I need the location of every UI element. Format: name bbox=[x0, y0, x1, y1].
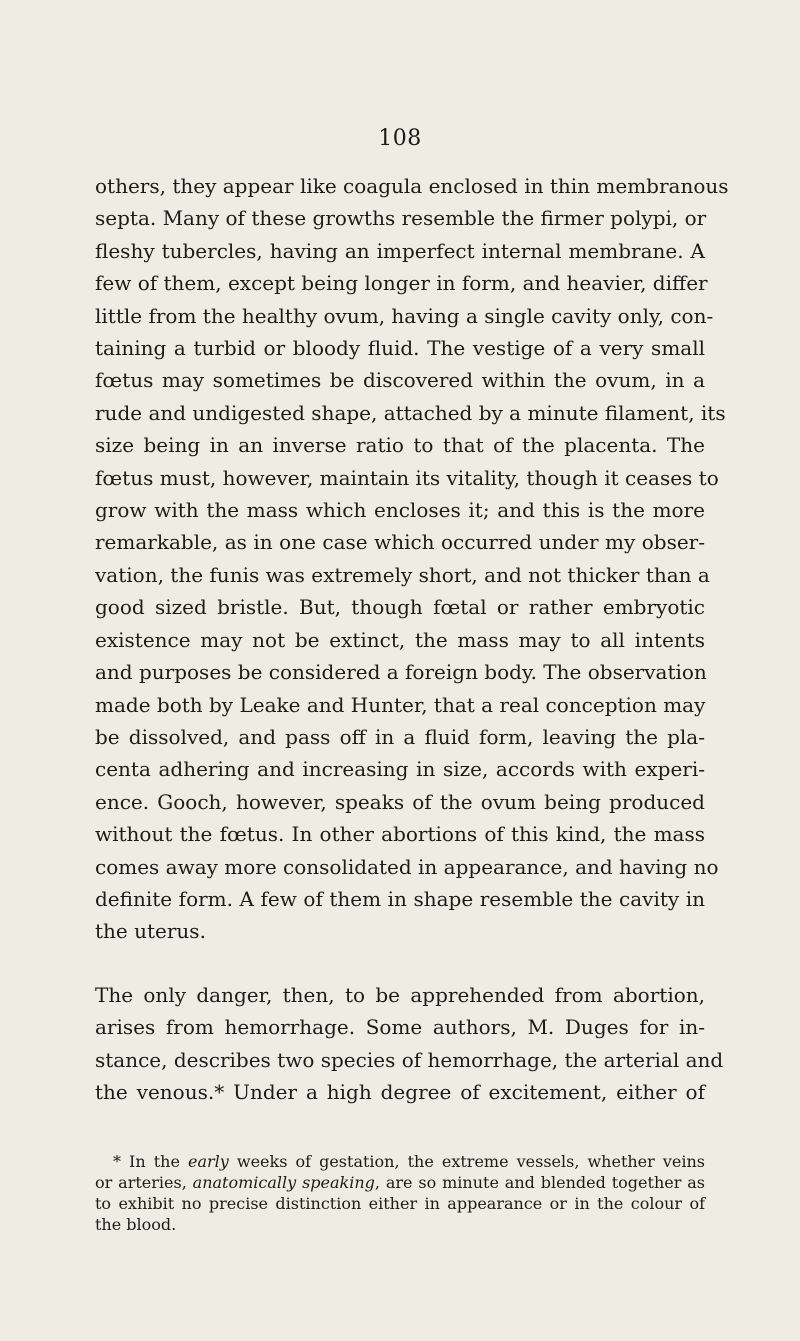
text-line: rude and undigested shape, attached by a minute filament, its bbox=[95, 400, 726, 425]
text-line: ence. Gooch, however, speaks of the ovum being produced bbox=[95, 789, 705, 814]
text-line: existence may not be extinct, the mass may to all intents bbox=[95, 627, 705, 652]
text-line: without the fœtus. In other abortions of this kind, the mass bbox=[95, 822, 705, 847]
text-line: made both by Leake and Hunter, that a real conception may bbox=[95, 692, 706, 717]
paragraph-2 bbox=[95, 979, 724, 1109]
page-number: 108 bbox=[378, 126, 422, 151]
text-line: arises from hemorrhage. Some authors, M. Duges for in- bbox=[95, 1015, 705, 1040]
text-line: vation, the funis was extremely short, and not thicker than a bbox=[95, 562, 710, 587]
text-line: fœtus must, however, maintain its vitality, though it ceases to bbox=[95, 465, 719, 490]
text-line: comes away more consolidated in appearance, and having no bbox=[95, 854, 719, 879]
footnote bbox=[95, 1151, 705, 1235]
footnote-emphasis: early bbox=[188, 1152, 229, 1171]
footnote-text: , are so minute and blended together as bbox=[374, 1173, 705, 1192]
footnote-emphasis: anatomically speaking bbox=[192, 1173, 375, 1192]
text-line: remarkable, as in one case which occurred under my obser- bbox=[95, 530, 705, 555]
text-line: the venous.* Under a high degree of excitement, either of bbox=[95, 1079, 705, 1104]
text-line: centa adhering and increasing in size, accords with experi- bbox=[95, 757, 705, 782]
footnote-line: the blood. bbox=[95, 1215, 177, 1234]
text-line: taining a turbid or bloody fluid. The vestige of a very small bbox=[95, 336, 705, 361]
text-line: definite form. A few of them in shape resemble the cavity in bbox=[95, 886, 705, 911]
text-line: little from the healthy ovum, having a single cavity only, con- bbox=[95, 303, 714, 328]
footnote-text: weeks of gestation, the extreme vessels, whether veins bbox=[228, 1152, 705, 1171]
text-line: The only danger, then, to be apprehended from abortion, bbox=[95, 982, 705, 1007]
footnote-text: * In the bbox=[113, 1152, 189, 1171]
text-line: septa. Many of these growths resemble the firmer polypi, or bbox=[95, 206, 707, 231]
paragraph-1 bbox=[95, 170, 729, 948]
footnote-line: to exhibit no precise distinction either in appearance or in the colour of bbox=[95, 1194, 705, 1213]
footnote-line bbox=[95, 1151, 705, 1172]
text-line: and purposes be considered a foreign body. The observation bbox=[95, 660, 707, 685]
text-line: fœtus may sometimes be discovered within the ovum, in a bbox=[95, 368, 705, 393]
text-line: good sized bristle. But, though fœtal or rather embryotic bbox=[95, 595, 705, 620]
text-line: others, they appear like coagula enclosed in thin membranous bbox=[95, 174, 729, 198]
text-line: size being in an inverse ratio to that of the placenta. The bbox=[95, 433, 705, 458]
text-line: few of them, except being longer in form, and heavier, differ bbox=[95, 271, 708, 296]
text-line: stance, describes two species of hemorrhage, the arterial and bbox=[95, 1047, 724, 1072]
text-line: fleshy tubercles, having an imperfect internal membrane. A bbox=[95, 238, 705, 263]
text-line: the uterus. bbox=[95, 919, 206, 944]
text-line: be dissolved, and pass off in a fluid form, leaving the pla- bbox=[95, 724, 705, 749]
body-text bbox=[95, 170, 729, 1108]
text-line: grow with the mass which encloses it; and this is the more bbox=[95, 498, 705, 523]
footnote-text: or arteries, bbox=[95, 1173, 193, 1192]
footnote-line bbox=[95, 1172, 705, 1193]
